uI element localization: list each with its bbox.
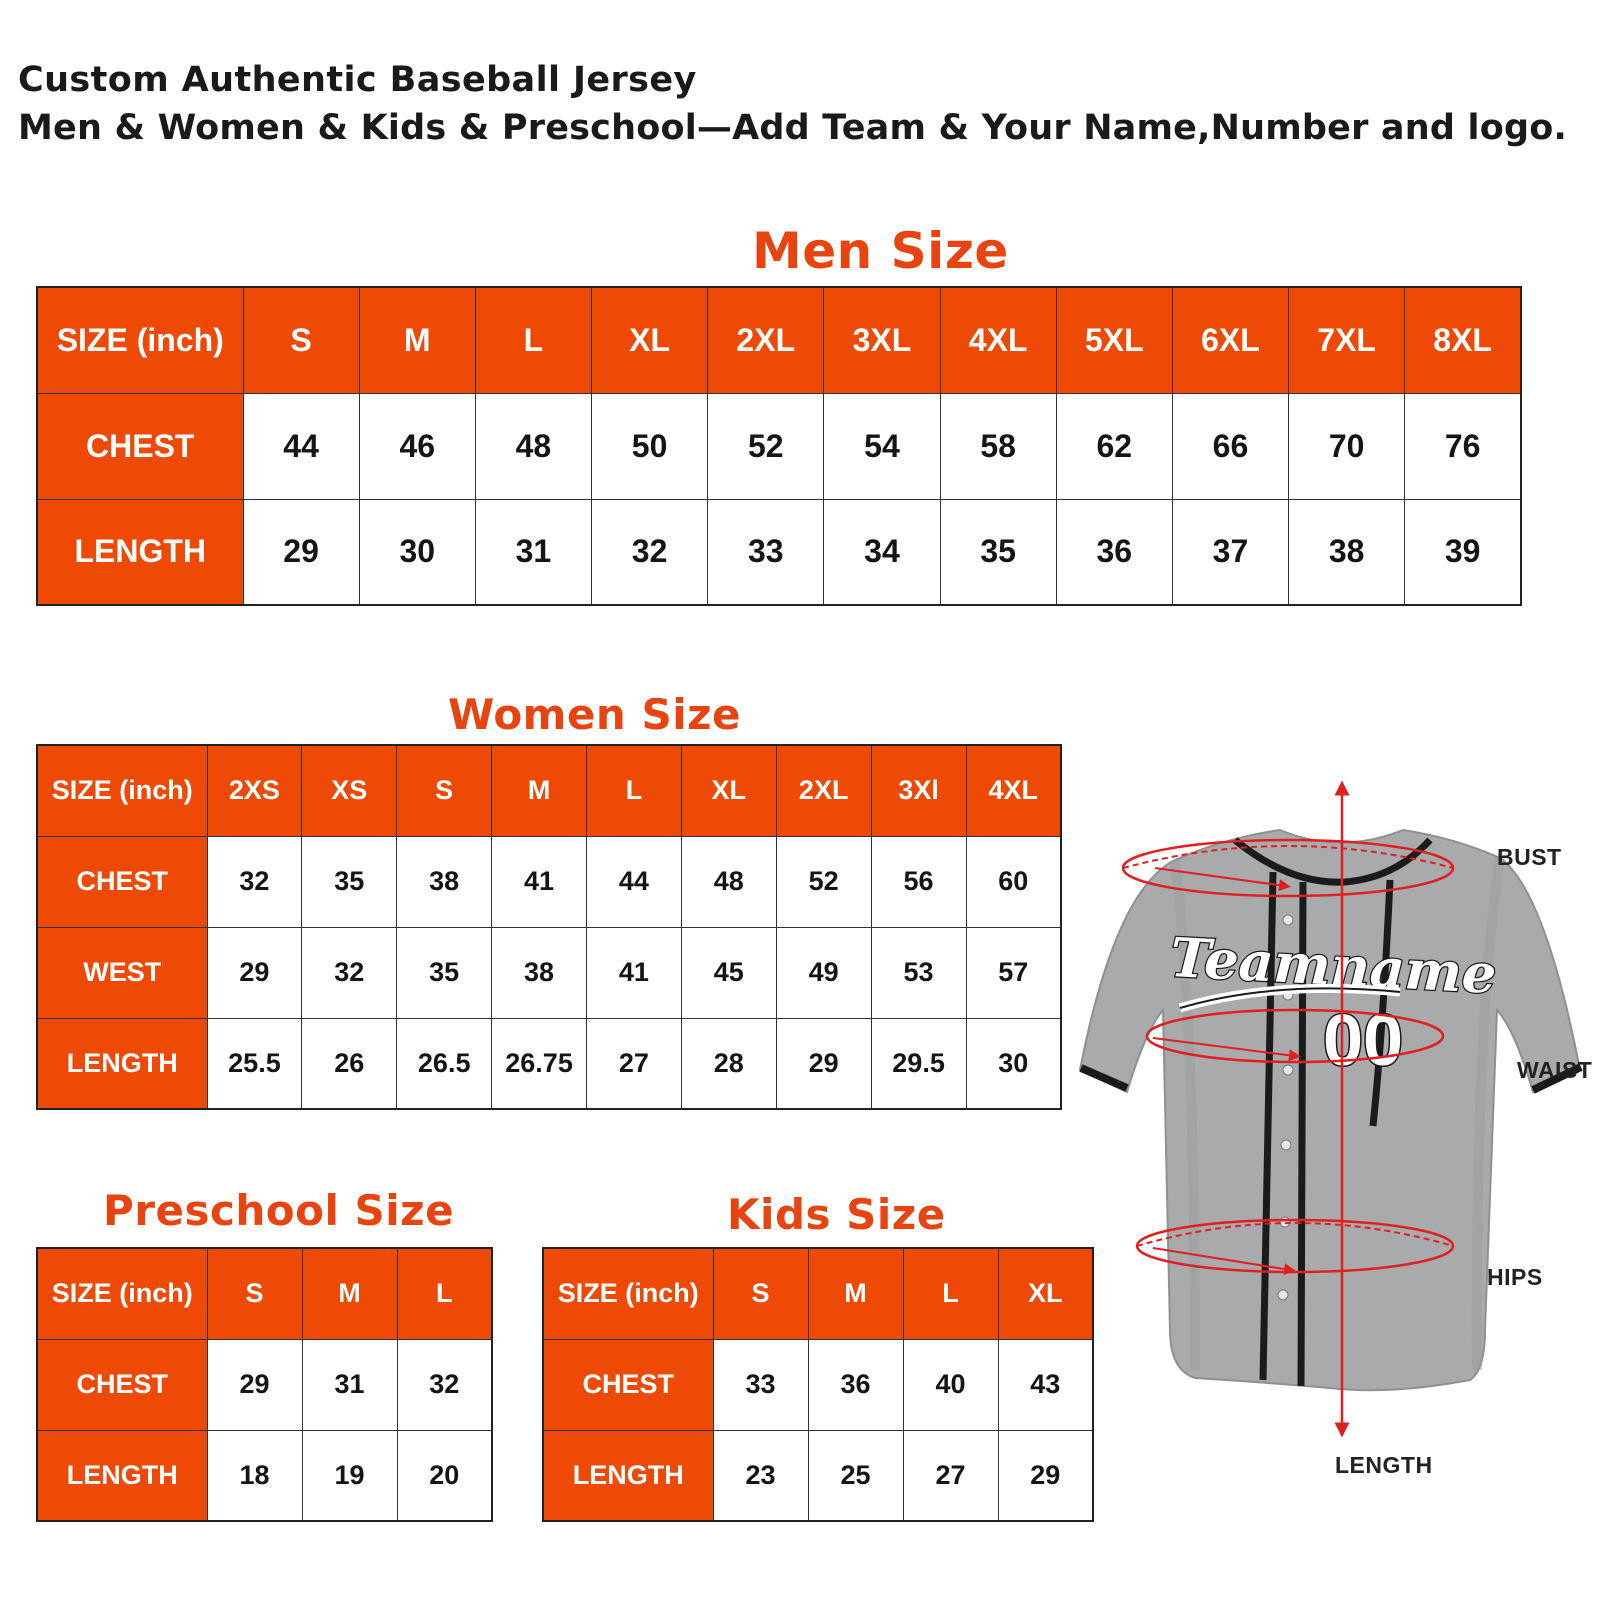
measurement-value: 35 [397,927,492,1018]
measurement-value: 29 [243,499,359,605]
length-label: LENGTH [1335,1452,1433,1478]
size-header-cell: 6XL [1172,287,1288,393]
women-size-title: Women Size [448,690,742,739]
measurement-value: 26 [302,1018,397,1109]
measurement-value: 23 [713,1430,808,1521]
measurement-value: 32 [207,836,302,927]
header-subtitle: Men & Women & Kids & Preschool—Add Team & Your Name,Number and logo. [18,108,1567,148]
measurement-value: 52 [776,836,871,927]
size-header-cell: 3XL [824,287,940,393]
size-header-cell: S [713,1248,808,1339]
measurement-label: CHEST [37,393,243,499]
size-header-row [37,1248,492,1339]
measurement-value: 26.5 [397,1018,492,1109]
measurement-value: 70 [1289,393,1405,499]
measurement-label: LENGTH [37,1430,207,1521]
measurement-value: 20 [397,1430,492,1521]
size-header-cell: 4XL [966,745,1061,836]
measurement-value: 33 [708,499,824,605]
waist-label: WAIST [1517,1057,1593,1083]
measurement-label: LENGTH [37,499,243,605]
size-unit-header: SIZE (inch) [37,745,207,836]
size-header-cell: S [397,745,492,836]
measurement-value: 29 [776,1018,871,1109]
measurement-value: 41 [492,836,587,927]
measurement-value: 43 [998,1339,1093,1430]
measurement-value: 57 [966,927,1061,1018]
measurement-value: 50 [592,393,708,499]
size-unit-header: SIZE (inch) [37,287,243,393]
measurement-value: 32 [397,1339,492,1430]
measurement-value: 48 [681,836,776,927]
measurement-value: 32 [302,927,397,1018]
size-header-cell: XS [302,745,397,836]
measurement-row [37,836,1061,927]
size-header-cell: L [903,1248,998,1339]
kids-size-title: Kids Size [727,1190,946,1239]
measurement-value: 31 [302,1339,397,1430]
measurement-value: 32 [592,499,708,605]
size-header-cell: 3Xl [871,745,966,836]
measurement-value: 37 [1172,499,1288,605]
measurement-value: 25 [808,1430,903,1521]
measurement-value: 34 [824,499,940,605]
measurement-value: 18 [207,1430,302,1521]
measurement-value: 76 [1405,393,1521,499]
kids-size-table [542,1247,1094,1522]
size-header-cell: S [207,1248,302,1339]
size-header-cell: L [475,287,591,393]
measurement-value: 45 [681,927,776,1018]
measurement-label: CHEST [37,836,207,927]
measurement-label: CHEST [543,1339,713,1430]
measurement-row [37,499,1521,605]
measurement-value: 44 [587,836,682,927]
header-title: Custom Authentic Baseball Jersey [18,60,697,100]
measurement-value: 31 [475,499,591,605]
measurement-row [543,1430,1093,1521]
size-header-cell: L [397,1248,492,1339]
measurement-value: 38 [397,836,492,927]
measurement-value: 66 [1172,393,1288,499]
size-header-cell: S [243,287,359,393]
measurement-label: WEST [37,927,207,1018]
size-header-cell: 5XL [1056,287,1172,393]
size-header-cell: XL [998,1248,1093,1339]
size-header-cell: 8XL [1405,287,1521,393]
measurement-value: 27 [903,1430,998,1521]
measurement-value: 30 [359,499,475,605]
measurement-value: 35 [302,836,397,927]
size-header-cell: M [302,1248,397,1339]
measurement-value: 29 [207,927,302,1018]
measurement-value: 29.5 [871,1018,966,1109]
size-header-cell: M [492,745,587,836]
measurement-value: 33 [713,1339,808,1430]
size-unit-header: SIZE (inch) [37,1248,207,1339]
measurement-value: 25.5 [207,1018,302,1109]
jersey-graphic [1045,770,1600,1470]
measurement-value: 60 [966,836,1061,927]
measurement-value: 30 [966,1018,1061,1109]
preschool-size-title: Preschool Size [103,1186,455,1235]
measurement-value: 58 [940,393,1056,499]
measurement-value: 54 [824,393,940,499]
measurement-value: 46 [359,393,475,499]
measurement-value: 19 [302,1430,397,1521]
measurement-label: CHEST [37,1339,207,1430]
jersey-body [1080,830,1580,1390]
measurement-value: 27 [587,1018,682,1109]
men-size-title: Men Size [752,222,1009,280]
size-header-cell: 2XL [708,287,824,393]
measurement-value: 41 [587,927,682,1018]
measurement-value: 44 [243,393,359,499]
women-size-table [36,744,1062,1110]
hips-label: HIPS [1487,1264,1543,1290]
bust-label: BUST [1497,844,1562,870]
men-size-table [36,286,1522,606]
measurement-value: 28 [681,1018,776,1109]
size-header-cell: 2XS [207,745,302,836]
measurement-value: 36 [808,1339,903,1430]
measurement-value: 52 [708,393,824,499]
size-header-cell: XL [592,287,708,393]
jersey-number-text: 00 [1323,1001,1404,1081]
size-header-cell: M [359,287,475,393]
jersey-team-text: Teamname [1168,925,1498,1007]
measurement-label: LENGTH [543,1430,713,1521]
size-header-cell: M [808,1248,903,1339]
size-header-cell: 2XL [776,745,871,836]
measurement-value: 40 [903,1339,998,1430]
measurement-row [543,1339,1093,1430]
measurement-value: 26.75 [492,1018,587,1109]
measurement-row [37,1018,1061,1109]
size-header-row [37,287,1521,393]
measurement-value: 38 [1289,499,1405,605]
measurement-value: 62 [1056,393,1172,499]
measurement-value: 29 [998,1430,1093,1521]
size-unit-header: SIZE (inch) [543,1248,713,1339]
jersey-illustration [1045,770,1600,1478]
measurement-row [37,1339,492,1430]
measurement-label: LENGTH [37,1018,207,1109]
measurement-value: 49 [776,927,871,1018]
measurement-value: 39 [1405,499,1521,605]
measurement-value: 29 [207,1339,302,1430]
measurement-value: 48 [475,393,591,499]
measurement-value: 56 [871,836,966,927]
size-header-row [37,745,1061,836]
size-header-cell: L [587,745,682,836]
size-header-row [543,1248,1093,1339]
size-header-cell: 4XL [940,287,1056,393]
measurement-value: 36 [1056,499,1172,605]
measurement-value: 35 [940,499,1056,605]
size-header-cell: 7XL [1289,287,1405,393]
preschool-size-table [36,1247,493,1522]
measurement-value: 38 [492,927,587,1018]
measurement-row [37,927,1061,1018]
measurement-row [37,1430,492,1521]
size-header-cell: XL [681,745,776,836]
measurement-row [37,393,1521,499]
measurement-value: 53 [871,927,966,1018]
